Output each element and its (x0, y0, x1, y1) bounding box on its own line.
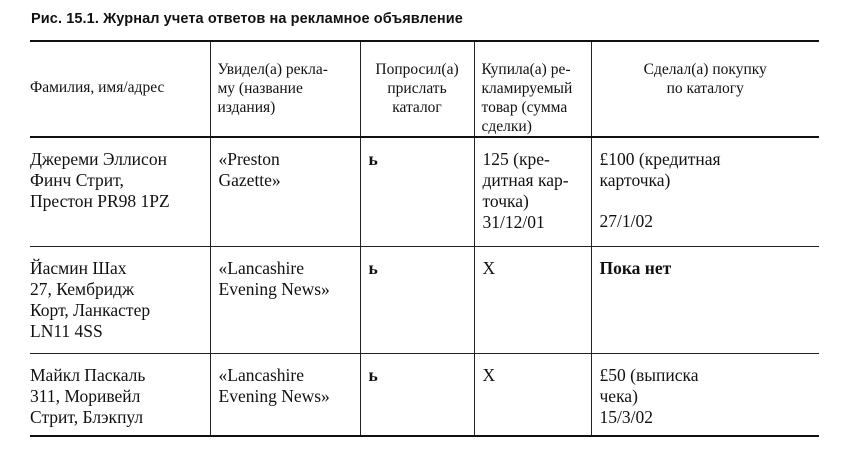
cell-requested-catalog-mark: ь (368, 149, 378, 169)
table-row (30, 137, 819, 246)
cell-requested-catalog (360, 137, 474, 246)
header-requested-catalog-label: Попросил(а) прислать каталог (375, 61, 459, 116)
cell-saw-ad-text: «Preston Gazette» (218, 149, 281, 190)
cell-saw-ad (210, 353, 360, 436)
cell-bought-item-text: X (482, 257, 496, 278)
cell-name-address (30, 353, 210, 436)
cell-requested-catalog (360, 246, 474, 353)
cell-requested-catalog-mark: ь (368, 257, 378, 278)
header-saw-ad-label: Увидел(а) рекла- му (название издания) (217, 61, 328, 116)
header-catalog-purchase (591, 41, 819, 137)
cell-catalog-purchase-date: 27/1/02 (599, 211, 653, 231)
cell-bought-item (474, 137, 591, 246)
cell-saw-ad-text: «Lancashire Evening News» (218, 364, 330, 406)
cell-catalog-purchase-text: £100 (кредитная карточка) (599, 149, 721, 190)
cell-saw-ad (210, 246, 360, 353)
table-row (30, 246, 819, 353)
table-row (30, 353, 819, 436)
response-log-table-container (30, 40, 819, 437)
cell-name-address-text: Джереми Эллисон Финч Стрит, Престон PR98 1PZ (30, 149, 170, 211)
cell-catalog-purchase (591, 137, 819, 246)
cell-name-address-text: Йасмин Шах 27, Кембридж Корт, Ланкастер LN11 4SS (30, 257, 151, 341)
figure-caption: Рис. 15.1. Журнал учета ответов на рекламное объявление (31, 11, 463, 27)
header-requested-catalog (360, 41, 474, 137)
cell-name-address (30, 137, 210, 246)
cell-catalog-purchase (591, 353, 819, 436)
cell-catalog-purchase-text: £50 (выписка чека) 15/3/02 (599, 364, 699, 427)
cell-bought-item (474, 353, 591, 436)
cell-requested-catalog (360, 353, 474, 436)
cell-saw-ad-text: «Lancashire Evening News» (218, 257, 330, 299)
header-name-address-label: Фамилия, имя/адрес (30, 79, 165, 96)
cell-bought-item (474, 246, 591, 353)
cell-catalog-purchase-text: Пока нет (599, 257, 672, 278)
cell-requested-catalog-mark: ь (368, 364, 378, 385)
cell-name-address-text: Майкл Паскаль 311, Моривейл Стрит, Блэкпул (30, 364, 146, 427)
table-header-row (30, 41, 819, 137)
cell-saw-ad (210, 137, 360, 246)
cell-bought-item-text: X (482, 364, 496, 385)
cell-name-address (30, 246, 210, 353)
header-bought-item (474, 41, 591, 137)
header-name-address (30, 41, 210, 137)
response-log-table (30, 40, 819, 437)
header-bought-item-label: Купила(а) ре- кламируемый товар (сумма сделки) (481, 61, 573, 135)
header-catalog-purchase-label: Сделал(а) покупку по каталогу (643, 61, 767, 97)
cell-catalog-purchase (591, 246, 819, 353)
cell-bought-item-text: 125 (кре- дитная кар- точка) 31/12/01 (482, 149, 569, 232)
header-saw-ad (210, 41, 360, 137)
